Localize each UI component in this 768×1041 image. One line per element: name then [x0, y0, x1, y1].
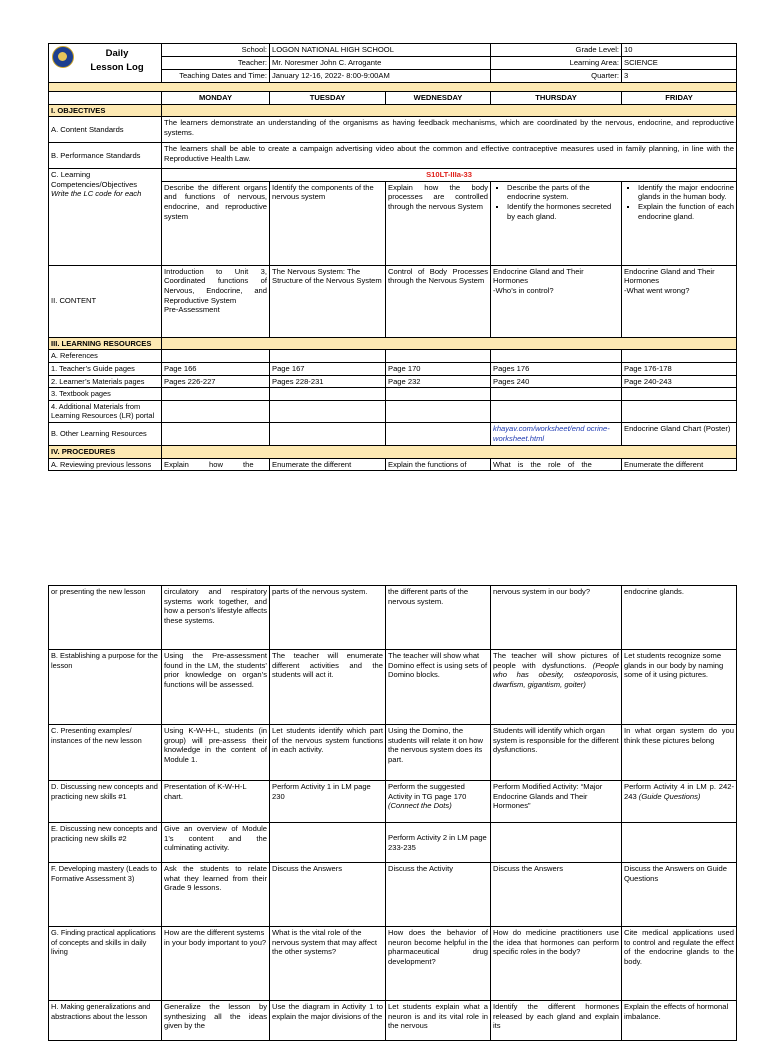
proc-c-wednesday: Using the Domino, the students will relate it on how the nervous system does its part. — [386, 725, 491, 781]
header-title-cell — [49, 44, 162, 83]
tg-thursday: Pages 176 — [491, 362, 622, 375]
proc-b-wednesday: The teacher will show what Domino effect is using sets of Domino blocks. — [386, 650, 491, 725]
worksheet-link[interactable]: khayav.com/worksheet/end ocrine-worksheet.html — [491, 422, 622, 445]
content-wednesday: Control of Body Processes through the Nervous System — [386, 265, 491, 337]
objective-monday: Describe the different organs and functions of nervous, endocrine, and reproductive system — [162, 181, 270, 265]
objective-wednesday: Explain how the body processes are controlled through the nervous System — [386, 181, 491, 265]
lm-pages-label: 2. Learner’s Materials pages — [49, 375, 162, 388]
lm-tuesday: Pages 228-231 — [270, 375, 386, 388]
proc-d-label: D. Discussing new concepts and practicing new skills #1 — [49, 781, 162, 823]
competencies-sublabel: Write the LC code for each — [51, 189, 142, 199]
title-line-1: Daily — [105, 48, 129, 59]
proc-d-wednesday-italic: (Connect the Dots) — [388, 801, 452, 811]
other-friday: Endocrine Gland Chart (Poster) — [622, 422, 737, 445]
school-value: LOGON NATIONAL HIGH SCHOOL — [270, 44, 491, 57]
proc-b-thursday-text: The teacher will show pictures of people with dysfunctions. — [493, 651, 619, 670]
proc-f-label: F. Developing mastery (Leads to Formative Assessment 3) — [49, 863, 162, 927]
teacher-label: Teacher: — [162, 57, 270, 70]
grade-value: 10 — [622, 44, 737, 57]
proc-b-tuesday: The teacher will enumerate different activities and the students will act it. — [270, 650, 386, 725]
proc-g-monday: How are the different systems in your body important to you? — [162, 927, 270, 1001]
day-corner — [49, 92, 162, 105]
proc-c-label: C. Presenting examples/ instances of the new lesson — [49, 725, 162, 781]
tg-monday: Page 166 — [162, 362, 270, 375]
proc-c-monday: Using K-W-H-L, students (in group) will pre-assess their knowledge in the content of Module 1. — [162, 725, 270, 781]
tg-wednesday: Page 170 — [386, 362, 491, 375]
content-standards-text: The learners demonstrate an understanding of the organisms as having feedback mechanisms, which are coordinated by the nervous, endocrine, and reproductive systems. — [162, 117, 737, 143]
proc-b-thursday-italic: (People who has obesity, osteoporosis, dwarfism, gigantism, goiter) — [493, 660, 619, 689]
proc-d-monday: Presentation of K-W-H-L chart. — [162, 781, 270, 823]
proc-a-label-bottom: or presenting the new lesson — [49, 586, 162, 650]
proc-b-friday: Let students recognize some glands in our body by naming some of it using pictures. — [622, 650, 737, 725]
content-monday-sub: Pre-Assessment — [164, 305, 220, 315]
page-gap — [0, 500, 768, 585]
other-resources-label: B. Other Learning Resources — [49, 422, 162, 445]
lesson-log-table-top — [48, 43, 737, 471]
lm-thursday: Pages 240 — [491, 375, 622, 388]
proc-a-label-top: A. Reviewing previous lessons — [49, 458, 162, 471]
proc-f-monday: Ask the students to relate what they learned from their Grade 9 lessons. — [162, 863, 270, 927]
performance-standards-text: The learners shall be able to create a campaign advertising video about the common and effective contraceptive measures used in family planning, in line with the Reproductive Health Law. — [162, 143, 737, 169]
proc-a-tuesday: parts of the nervous system. — [270, 586, 386, 650]
proc-h-label: H. Making generalizations and abstractions about the lesson — [49, 1001, 162, 1041]
objective-friday-2: ▪ Explain the function of each endocrine gland. — [638, 202, 734, 221]
textbook-label: 3. Textbook pages — [49, 388, 162, 401]
day-friday: FRIDAY — [622, 92, 737, 105]
proc-g-thursday: How do medicine practitioners use the idea that hormones can perform specific roles in the body? — [491, 927, 622, 1001]
proc-b-monday: Using the Pre-assessment found in the LM, the students’ prior knowledge on organ’s functions will be assessed. — [162, 650, 270, 725]
objective-friday — [622, 181, 737, 265]
objectives-band — [162, 104, 737, 117]
lm-friday: Page 240-243 — [622, 375, 737, 388]
proc-c-friday: In what organ system do you think these pictures belong — [622, 725, 737, 781]
proc-e-monday: Give an overview of Module 1’s content and the culminating activity. — [162, 823, 270, 863]
proc-b-thursday — [491, 650, 622, 725]
title-line-2: Lesson Log — [90, 62, 144, 73]
day-tuesday: TUESDAY — [270, 92, 386, 105]
competencies-label: C. Learning Competencies/Objectives — [51, 170, 138, 189]
proc-d-thursday: Perform Modified Activity: “Major Endocrine Glands and Their Hormones” — [491, 781, 622, 823]
proc-f-tuesday: Discuss the Answers — [270, 863, 386, 927]
separator-band — [49, 83, 737, 92]
area-value: SCIENCE — [622, 57, 737, 70]
content-tuesday: The Nervous System: The Structure of the Nervous System — [270, 265, 386, 337]
lesson-log-page-1 — [0, 0, 768, 500]
quarter-value: 3 — [622, 70, 737, 83]
proc-g-label: G. Finding practical applications of concepts and skills in daily living — [49, 927, 162, 1001]
grade-label: Grade Level: — [491, 44, 622, 57]
content-standards-label: A. Content Standards — [49, 117, 162, 143]
objectives-heading: I. OBJECTIVES — [49, 104, 162, 117]
dates-value: January 12-16, 2022- 8:00-9:00AM — [270, 70, 491, 83]
quarter-label: Quarter: — [491, 70, 622, 83]
dates-label: Teaching Dates and Time: — [162, 70, 270, 83]
lesson-log-page-2 — [0, 585, 768, 1031]
proc-a-thursday: nervous system in our body? — [491, 586, 622, 650]
proc-d-wednesday-text: Perform the suggested Activity in TG page 170 — [388, 782, 467, 801]
proc-a-friday: endocrine glands. — [622, 586, 737, 650]
tg-tuesday: Page 167 — [270, 362, 386, 375]
proc-d-wednesday — [386, 781, 491, 823]
proc-a-tuesday-top: Enumerate the different — [270, 458, 386, 471]
proc-g-tuesday: What is the vital role of the nervous system that may affect the other systems? — [270, 927, 386, 1001]
proc-h-tuesday: Use the diagram in Activity 1 to explain the major divisions of the — [270, 1001, 386, 1041]
lc-code: S10LT-IIIa-33 — [162, 169, 737, 182]
procedures-band — [162, 445, 737, 458]
procedures-heading: IV. PROCEDURES — [49, 445, 162, 458]
additional-materials-label: 4. Additional Materials from Learning Resources (LR) portal — [49, 400, 162, 422]
day-monday: MONDAY — [162, 92, 270, 105]
day-wednesday: WEDNESDAY — [386, 92, 491, 105]
proc-e-label: E. Discussing new concepts and practicing new skills #2 — [49, 823, 162, 863]
proc-a-wednesday: the different parts of the nervous system. — [386, 586, 491, 650]
proc-g-wednesday: How does the behavior of neuron become helpful in the pharmaceutical drug development? — [386, 927, 491, 1001]
tg-friday: Page 176-178 — [622, 362, 737, 375]
proc-d-tuesday: Perform Activity 1 in LM page 230 — [270, 781, 386, 823]
teacher-value: Mr. Noresmer John C. Arrogante — [270, 57, 491, 70]
performance-standards-label: B. Performance Standards — [49, 143, 162, 169]
day-thursday: THURSDAY — [491, 92, 622, 105]
references-label: A. References — [49, 350, 162, 363]
proc-f-thursday: Discuss the Answers — [491, 863, 622, 927]
lesson-log-table-bottom — [48, 585, 737, 1041]
proc-a-wednesday-top: Explain the functions of — [386, 458, 491, 471]
proc-f-friday: Discuss the Answers on Guide Questions — [622, 863, 737, 927]
proc-h-friday: Explain the effects of hormonal imbalance. — [622, 1001, 737, 1041]
competencies-label-cell — [49, 169, 162, 266]
objective-thursday — [491, 181, 622, 265]
proc-a-friday-top: Enumerate the different — [622, 458, 737, 471]
objective-thursday-2: ▪ Identify the hormones secreted by each gland. — [507, 202, 619, 221]
proc-b-label: B. Establishing a purpose for the lesson — [49, 650, 162, 725]
lm-wednesday: Page 232 — [386, 375, 491, 388]
proc-a-thursday-top: What is the role of the — [491, 458, 622, 471]
proc-d-friday-text: Perform Activity 4 in LM p. 242-243 — [624, 782, 734, 801]
school-label: School: — [162, 44, 270, 57]
deped-seal-icon — [52, 46, 74, 68]
content-monday — [162, 265, 270, 337]
proc-g-friday: Cite medical applications used to control and regulate the effect of the endocrine glands to the body. — [622, 927, 737, 1001]
lm-monday: Pages 226-227 — [162, 375, 270, 388]
content-monday-title: Introduction to Unit 3, Coordinated functions of Nervous, Endocrine, and Reproductive System — [164, 266, 267, 305]
resources-heading: III. LEARNING RESOURCES — [49, 337, 162, 350]
proc-f-wednesday: Discuss the Activity — [386, 863, 491, 927]
objective-friday-1: ▪ Identify the major endocrine glands in the human body. — [638, 183, 734, 202]
proc-h-wednesday: Let students explain what a neuron is and its vital role in the nervous — [386, 1001, 491, 1041]
resources-band — [162, 337, 737, 350]
proc-a-monday: circulatory and respiratory systems work together, and how a person’s lifestyle affects these systems. — [162, 586, 270, 650]
content-thursday — [491, 265, 622, 337]
proc-c-thursday: Students will identify which organ system is responsible for the different dysfunctions. — [491, 725, 622, 781]
tg-pages-label: 1. Teacher’s Guide pages — [49, 362, 162, 375]
proc-a-monday-top: Explain how the — [162, 458, 270, 471]
proc-e-wednesday: Perform Activity 2 in LM page 233-235 — [386, 823, 491, 863]
content-friday — [622, 265, 737, 337]
content-heading: II. CONTENT — [49, 265, 162, 337]
area-label: Learning Area: — [491, 57, 622, 70]
content-thursday-title: Endocrine Gland and Their Hormones — [493, 266, 584, 286]
proc-h-thursday: Identify the different hormones released by each gland and explain its — [491, 1001, 622, 1041]
content-friday-sub: -What went wrong? — [624, 285, 690, 295]
objective-tuesday: Identify the components of the nervous system — [270, 181, 386, 265]
proc-h-monday: Generalize the lesson by synthesizing all the ideas given by the — [162, 1001, 270, 1041]
content-thursday-sub: -Who’s in control? — [493, 285, 554, 295]
objective-thursday-1: ▪ Describe the parts of the endocrine system. — [507, 183, 619, 202]
content-friday-title: Endocrine Gland and Their Hormones — [624, 266, 715, 286]
proc-d-friday — [622, 781, 737, 823]
proc-c-tuesday: Let students identify which part of the nervous system functions in each activity. — [270, 725, 386, 781]
proc-d-friday-italic: (Guide Questions) — [638, 791, 701, 801]
